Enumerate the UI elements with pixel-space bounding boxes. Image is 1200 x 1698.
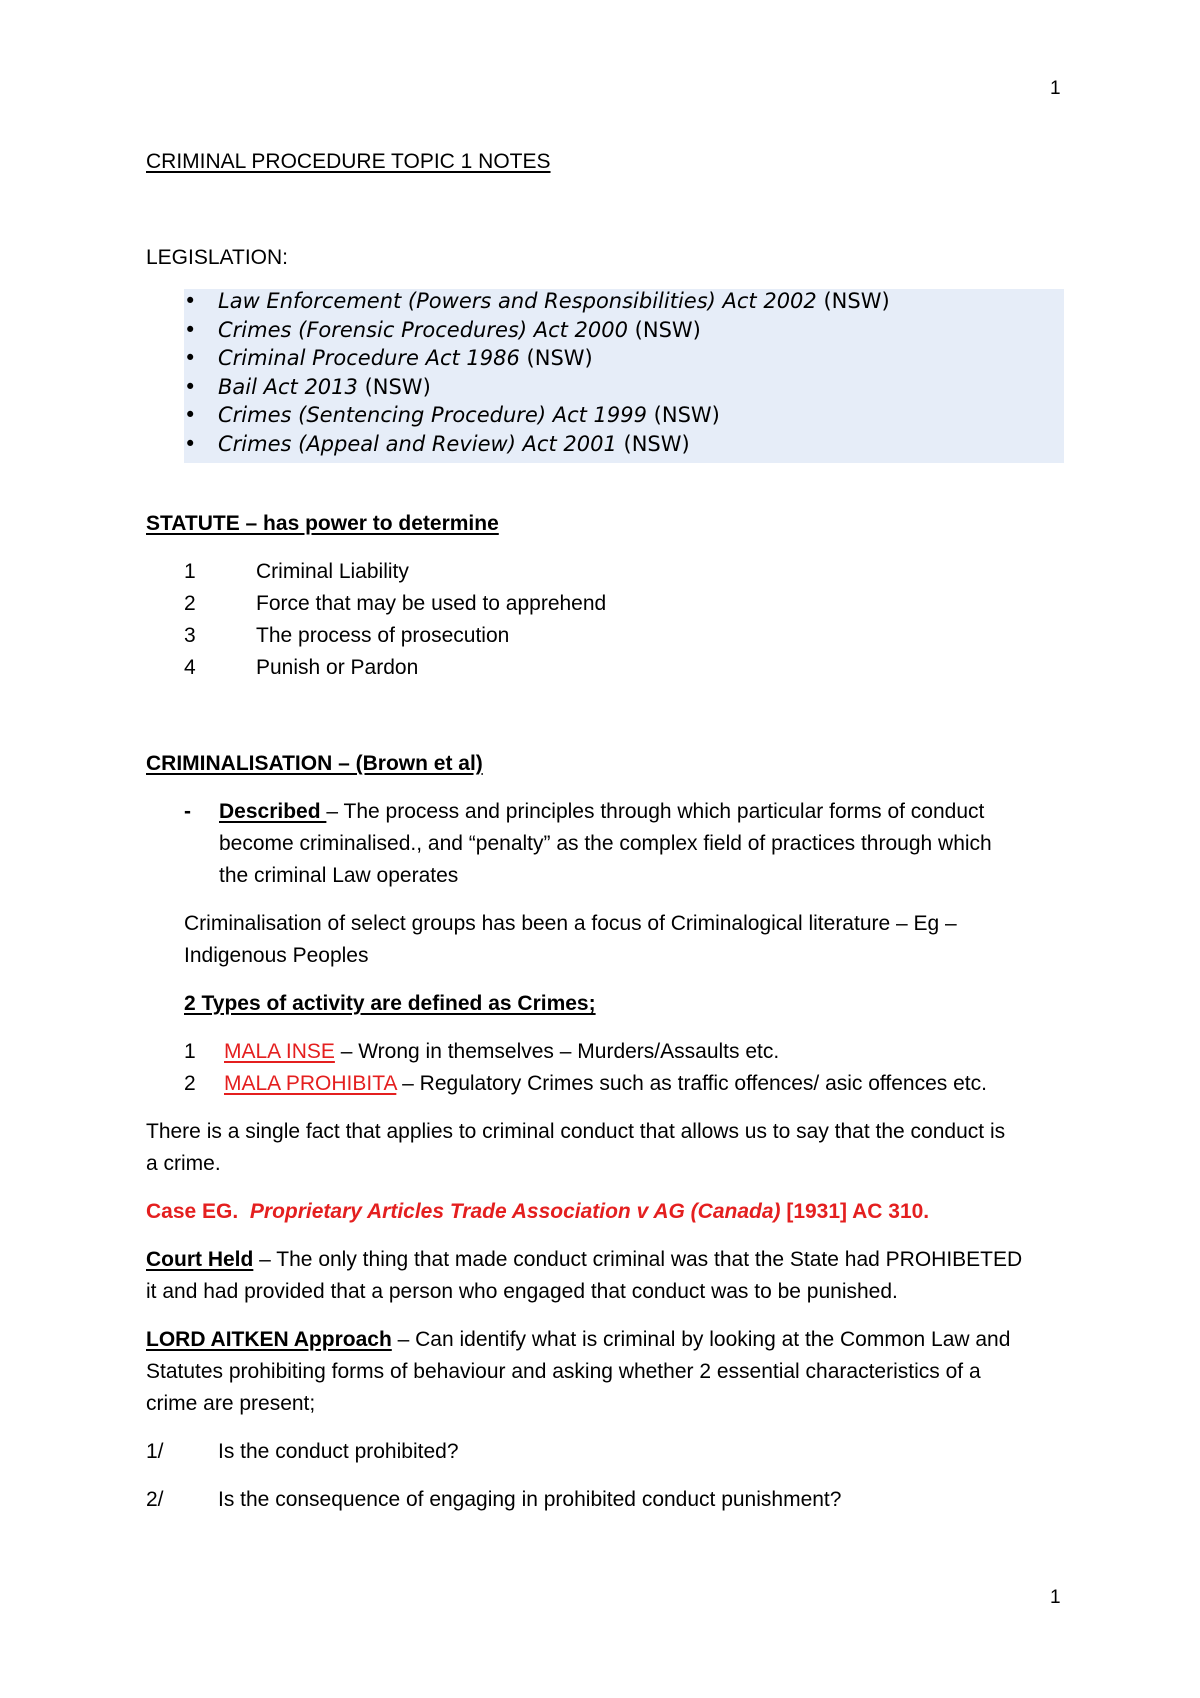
lord-aitken-line: LORD AITKEN Approach – Can identify what is criminal by looking at the Common Law and	[146, 1328, 1011, 1351]
bullet-icon: •	[184, 403, 197, 427]
lord-aitken-line: crime are present;	[146, 1392, 316, 1415]
crime-type-label: MALA PROHIBITA	[224, 1072, 397, 1095]
single-fact-line: There is a single fact that applies to criminal conduct that allows us to say that the conduct is	[146, 1120, 1006, 1143]
court-held-line: it and had provided that a person who engaged that conduct was to be punished.	[146, 1280, 898, 1303]
court-held-label: Court Held	[146, 1248, 254, 1271]
described-line: Described – The process and principles through which particular forms of conduct	[219, 800, 985, 823]
lord-aitken-label: LORD AITKEN Approach	[146, 1328, 392, 1351]
crime-type-item: 1 MALA INSE – Wrong in themselves – Murders/Assaults etc.	[184, 1040, 780, 1063]
legislation-item: • Crimes (Appeal and Review) Act 2001 (NSW)	[180, 430, 890, 459]
statute-item: 4 Punish or Pardon	[184, 656, 419, 679]
statute-heading: STATUTE – has power to determine	[146, 512, 499, 535]
bullet-icon: •	[184, 317, 197, 342]
select-groups-line: Indigenous Peoples	[184, 944, 369, 967]
question-item: 2/ Is the consequence of engaging in prohibited conduct punishment?	[146, 1488, 842, 1511]
document-title: CRIMINAL PROCEDURE TOPIC 1 NOTES	[146, 150, 551, 173]
crime-type-item: 2 MALA PROHIBITA – Regulatory Crimes such as traffic offences/ asic offences etc.	[184, 1072, 987, 1095]
question-item: 1/ Is the conduct prohibited?	[146, 1440, 459, 1463]
legislation-list	[180, 287, 890, 458]
case-name: Proprietary Articles Trade Association v AG (Canada)	[249, 1200, 781, 1223]
types-heading: 2 Types of activity are defined as Crimes;	[184, 992, 596, 1015]
page-number-bottom: 1	[1050, 1587, 1061, 1608]
bullet-icon: •	[184, 374, 197, 399]
single-fact-line: a crime.	[146, 1152, 221, 1175]
court-held-line: Court Held – The only thing that made conduct criminal was that the State had PROHIBETED	[146, 1248, 1023, 1271]
case-example: Case EG. Proprietary Articles Trade Association v AG (Canada) [1931] AC 310.	[146, 1200, 930, 1223]
bullet-icon: •	[184, 346, 197, 370]
page-number-top: 1	[1050, 78, 1061, 99]
described-line: the criminal Law operates	[219, 864, 459, 887]
legislation-item: • Crimes (Sentencing Procedure) Act 1999 (NSW)	[180, 401, 890, 430]
statute-item: 2 Force that may be used to apprehend	[184, 592, 607, 615]
legislation-item: • Law Enforcement (Powers and Responsibilities) Act 2002 (NSW)	[180, 287, 890, 316]
legislation-item: • Crimes (Forensic Procedures) Act 2000 (NSW)	[180, 316, 890, 345]
criminalisation-heading: CRIMINALISATION – (Brown et al)	[146, 752, 483, 775]
statute-item: 1 Criminal Liability	[184, 560, 409, 583]
lord-aitken-line: Statutes prohibiting forms of behaviour and asking whether 2 essential characteristics of a	[146, 1360, 981, 1383]
legislation-heading: LEGISLATION:	[146, 246, 288, 269]
legislation-item: • Criminal Procedure Act 1986 (NSW)	[180, 344, 890, 373]
select-groups-line: Criminalisation of select groups has been a focus of Criminalogical literature – Eg –	[184, 912, 957, 935]
legislation-item: • Bail Act 2013 (NSW)	[180, 373, 890, 402]
statute-item: 3 The process of prosecution	[184, 624, 510, 647]
bullet-icon: •	[184, 431, 197, 456]
described-line: become criminalised., and “penalty” as the complex field of practices through which	[219, 832, 992, 855]
crime-type-label: MALA INSE	[224, 1040, 335, 1063]
dash-marker: -	[184, 800, 191, 823]
bullet-icon: •	[184, 289, 197, 313]
described-label: Described	[219, 800, 327, 823]
